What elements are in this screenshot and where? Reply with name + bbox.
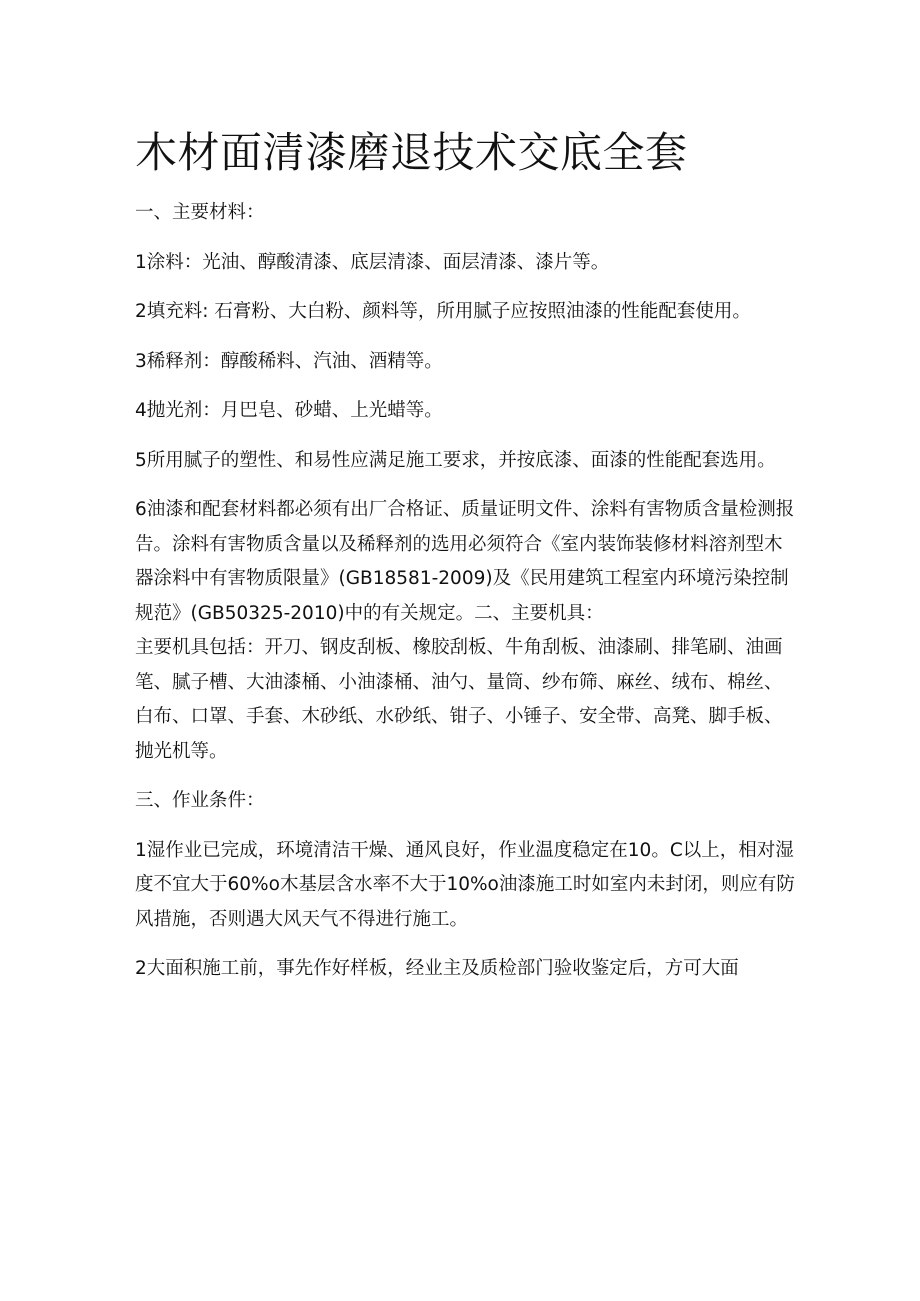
section-heading-work-conditions: 三、作业条件： bbox=[135, 790, 265, 811]
paragraph-certification-and-tools-heading: 6油漆和配套材料都必须有出厂合格证、质量证明文件、涂料有害物质含量检测报告。涂料有害物质含量以及稀释剂的选用必须符合《室内装饰装修材料溶剂型木器涂料中有害物质限量》(GB18581-2009)及《民用建筑工程室内环境污染控制规范》(GB50325-2010)中的有关规定。二、主要机具： bbox=[135, 499, 795, 624]
paragraph-coatings: 1涂料：光油、醇酸清漆、底层清漆、面层清漆、漆片等。 bbox=[135, 251, 610, 273]
paragraph-putty-requirements: 5所用腻子的塑性、和易性应满足施工要求，并按底漆、面漆的性能配套选用。 bbox=[135, 449, 776, 471]
document-title: 木材面清漆磨退技术交底全套 bbox=[135, 128, 688, 177]
paragraph-sample-board: 2大面积施工前，事先作好样板，经业主及质检部门验收鉴定后，方可大面 bbox=[135, 958, 739, 979]
paragraph-fillers: 2填充料: 石膏粉、大白粉、颜料等，所用腻子应按照油漆的性能配套使用。 bbox=[135, 301, 751, 322]
document-body bbox=[135, 196, 795, 1002]
paragraph-tools-list: 主要机具包括：开刀、钢皮刮板、橡胶刮板、牛角刮板、油漆刷、排笔刷、油画笔、腻子槽、大油漆桶、小油漆桶、油勺、量筒、纱布筛、麻丝、绒布、棉丝、白布、口罩、手套、木砂纸、水砂纸、钳子、小锤子、安全带、高凳、脚手板、抛光机等。 bbox=[135, 637, 783, 762]
paragraph-thinners: 3稀释剂：醇酸稀料、汽油、酒精等。 bbox=[135, 350, 443, 372]
section-heading-materials: 一、主要材料： bbox=[135, 202, 265, 223]
paragraph-polishing-agents: 4抛光剂：月巴皂、砂蜡、上光蜡等。 bbox=[135, 400, 443, 421]
paragraph-environment-conditions: 1湿作业已完成，环境清洁干燥、通风良好，作业温度稳定在10。C以上，相对湿度不宜大于60%o木基层含水率不大于10%o油漆施工时如室内未封闭，则应有防风措施，否则遇大风天气不得进行施工。 bbox=[135, 839, 795, 930]
